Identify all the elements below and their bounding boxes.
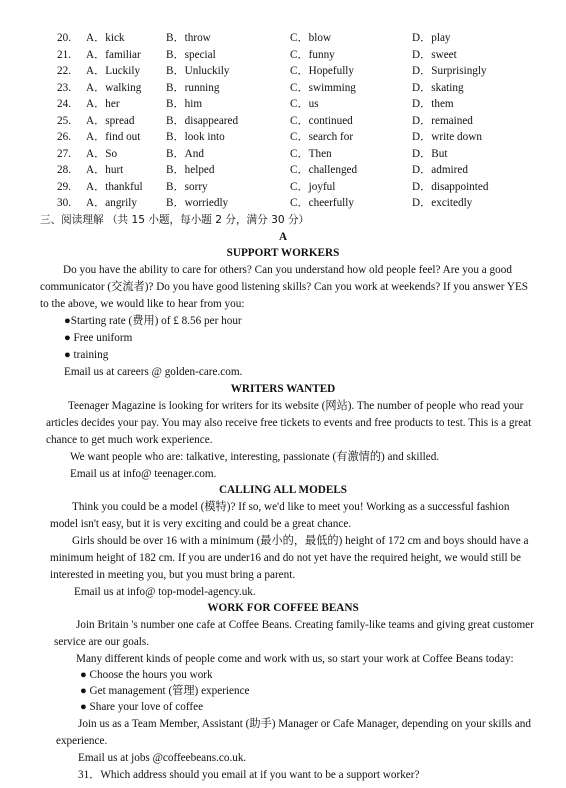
option-a: A．thankful	[86, 180, 143, 193]
option-d: D．skating	[412, 81, 464, 94]
question-number: 26.	[57, 131, 71, 143]
option-d: D．excitedly	[412, 197, 473, 209]
ad1-line: to the above, we would like to hear from you:	[40, 298, 245, 310]
option-d: D．But	[412, 147, 448, 160]
ad1-line: communicator (交流者)? Do you have good listening skills? Can you work at weekends? If you answer YES	[40, 281, 528, 293]
option-c: C．swimming	[290, 81, 356, 94]
ad-title-support-workers: SUPPORT WORKERS	[226, 247, 340, 259]
choice-row	[0, 129, 566, 146]
ad3-line: Girls should be over 16 with a minimum (最小的，最低的) height of 172 cm and boys should have a	[72, 535, 529, 547]
choice-row	[0, 195, 566, 212]
ad2-email: Email us at info@ teenager.com.	[70, 468, 217, 480]
option-c: C．continued	[290, 114, 353, 127]
option-a: A．kick	[86, 32, 125, 44]
question-number: 30.	[57, 197, 71, 209]
option-d: D．sweet	[412, 48, 457, 61]
ad4-line: Join us as a Team Member, Assistant (助手) Manager or Cafe Manager, depending on your skills and	[78, 718, 531, 730]
ad4-bullet: ● Get management (管理) experience	[80, 685, 250, 697]
option-d: D．them	[412, 98, 454, 110]
ad1-bullet: ● training	[64, 349, 109, 361]
option-a: A．familiar	[86, 48, 141, 61]
question-number: 20.	[57, 32, 71, 44]
ad4-line: experience.	[56, 735, 108, 747]
option-b: B．throw	[166, 32, 211, 44]
option-d: D．write down	[412, 131, 482, 143]
option-b: B．running	[166, 81, 220, 94]
question-number: 28.	[57, 164, 71, 176]
ad4-line: Many different kinds of people come and work with us, so start your work at Coffee Beans today:	[76, 653, 514, 665]
ad2-line: Teenager Magazine is looking for writers for its website (网站). The number of people who read your	[68, 400, 524, 412]
ad3-line: minimum height of 182 cm. If you are under16 and do not yet have the required height, we would still be	[50, 552, 522, 564]
option-a: A．angrily	[86, 197, 137, 209]
option-c: C．Then	[290, 147, 332, 160]
choice-row	[0, 96, 566, 113]
option-c: C．search for	[290, 131, 354, 143]
option-b: B．special	[166, 48, 216, 61]
question-number: 23.	[57, 81, 71, 94]
ad3-line: interested in meeting you, but you must bring a parent.	[50, 569, 296, 581]
option-b: B．helped	[166, 164, 215, 176]
option-b: B．look into	[166, 131, 225, 143]
choice-row	[0, 113, 566, 130]
option-c: C．Hopefully	[290, 65, 355, 77]
ad3-line: model isn't easy, but it is very exciting and could be a great chance.	[50, 518, 352, 530]
passage-letter: A	[278, 231, 288, 243]
question-31: 31．Which address should you email at if you want to be a support worker?	[78, 769, 420, 781]
option-a: A．walking	[86, 81, 142, 94]
option-c: C．challenged	[290, 164, 358, 176]
ad-title-work-for-coffee-beans: WORK FOR COFFEE BEANS	[207, 602, 359, 614]
option-c: C．cheerfully	[290, 197, 354, 209]
question-number: 21.	[57, 48, 71, 61]
choice-row	[0, 80, 566, 97]
option-b: B．disappeared	[166, 114, 239, 127]
option-b: B．sorry	[166, 180, 208, 193]
ad4-bullet: ● Share your love of coffee	[80, 701, 204, 713]
ad3-line: Think you could be a model (模特)? If so, we'd like to meet you! Working as a successful fashion	[72, 501, 510, 513]
option-a: A．her	[86, 98, 120, 110]
ad1-email: Email us at careers @ golden-care.com.	[64, 366, 243, 378]
ad4-line: service are our goals.	[54, 636, 150, 648]
option-a: A．find out	[86, 131, 141, 143]
option-a: A．Luckily	[86, 65, 141, 77]
ad2-line: chance to get much work experience.	[46, 434, 213, 446]
option-a: A．hurt	[86, 164, 124, 176]
question-number: 29.	[57, 180, 71, 193]
option-a: A．So	[86, 147, 118, 160]
option-d: D．admired	[412, 164, 468, 176]
ad-title-writers-wanted: WRITERS WANTED	[230, 383, 336, 395]
ad3-email: Email us at info@ top-model-agency.uk.	[74, 586, 256, 598]
option-b: B．And	[166, 147, 204, 160]
option-c: C．us	[290, 98, 319, 110]
choice-row	[0, 63, 566, 80]
ad-title-calling-all-models: CALLING ALL MODELS	[218, 484, 348, 496]
option-c: C．blow	[290, 32, 332, 44]
option-b: B．Unluckily	[166, 65, 230, 77]
ad1-bullet: ●Starting rate (费用) of £ 8.56 per hour	[64, 315, 242, 327]
ad2-line: articles decides your pay. You may also receive free tickets to events and free products to test. This is a great	[46, 417, 532, 429]
section-heading: 三、阅读理解 （共 15 小题，每小题 2 分，满分 30 分）	[40, 214, 310, 226]
ad1-line: Do you have the ability to care for others? Can you understand how old people feel? Are you a good	[63, 264, 512, 276]
question-number: 27.	[57, 147, 71, 160]
ad1-bullet: ● Free uniform	[64, 332, 133, 344]
option-d: D．Surprisingly	[412, 65, 487, 77]
option-d: D．remained	[412, 114, 473, 127]
choice-row	[0, 146, 566, 163]
question-number: 24.	[57, 98, 71, 110]
option-c: C．joyful	[290, 180, 336, 193]
ad4-email: Email us at jobs @coffeebeans.co.uk.	[78, 752, 247, 764]
option-d: D．play	[412, 32, 451, 44]
choice-row	[0, 30, 566, 47]
choice-row	[0, 47, 566, 64]
choice-row	[0, 162, 566, 179]
option-d: D．disappointed	[412, 180, 489, 193]
ad4-line: Join Britain 's number one cafe at Coffee Beans. Creating family-like teams and giving great customer	[76, 619, 534, 631]
option-c: C．funny	[290, 48, 335, 61]
option-b: B．worriedly	[166, 197, 229, 209]
ad2-line: We want people who are: talkative, interesting, passionate (有激情的) and skilled.	[70, 451, 440, 463]
question-number: 22.	[57, 65, 71, 77]
ad4-bullet: ● Choose the hours you work	[80, 669, 213, 681]
option-a: A．spread	[86, 114, 135, 127]
question-number: 25.	[57, 114, 71, 127]
choice-row	[0, 179, 566, 196]
option-b: B．him	[166, 98, 203, 110]
